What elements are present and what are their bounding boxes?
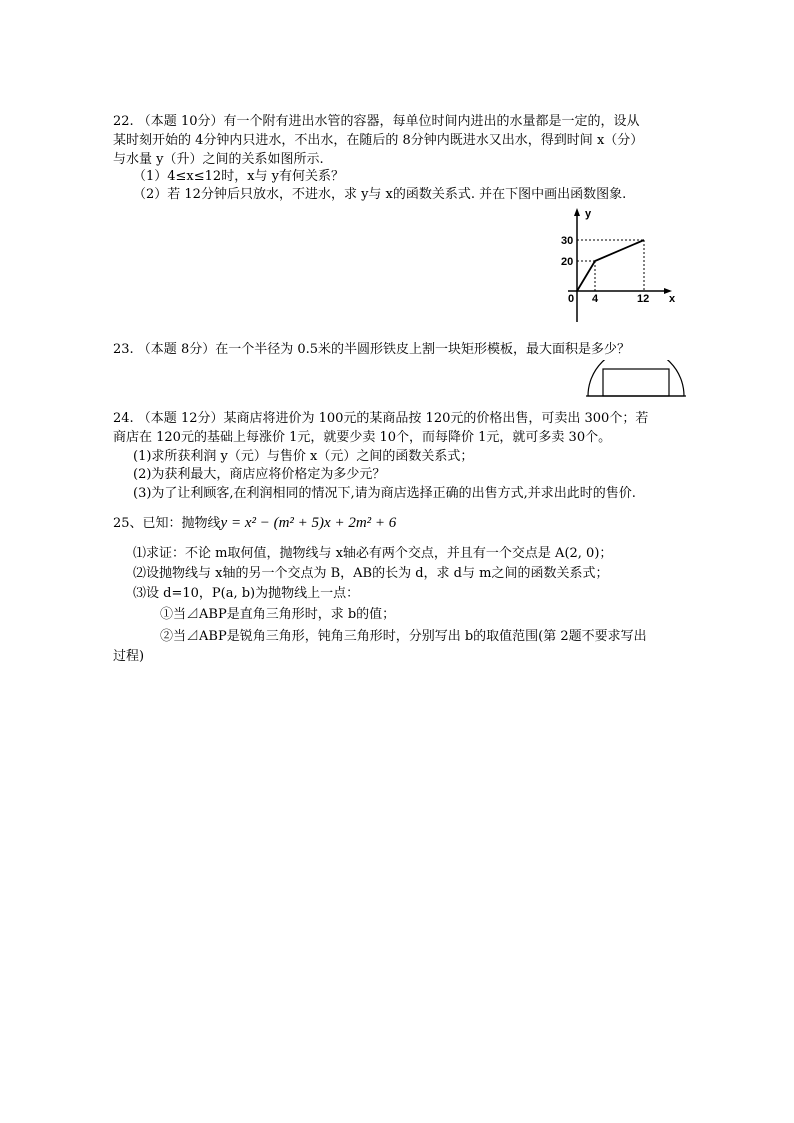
q23-text: 23. （本题 8分）在一个半径为 0.5米的半圆形铁皮上割一块矩形模板，最大面积是多少？ <box>113 342 631 357</box>
ytick-20: 20 <box>561 256 574 268</box>
q22-line-1: 22. （本题 10分）有一个附有进出水管的容器，每单位时间内进出的水量都是一定的，设从 <box>113 114 640 129</box>
q25-part-3b: ②当⊿ABP是锐角三角形，钝角三角形时，分别写出 b的取值范围(第 2题不要求写出 <box>160 629 647 644</box>
q25-part-3: ⑶设 d=10，P(a, b)为抛物线上一点： <box>133 586 360 601</box>
q24-line-1: 24. （本题 12分）某商店将进价为 100元的某商品按 120元的价格出售，可卖出 300个；若 <box>113 411 649 426</box>
q24-part-2: (2)为获利最大，商店应将价格定为多少元？ <box>133 467 386 482</box>
q22-line-3: 与水量 y（升）之间的关系如图所示. <box>113 152 324 167</box>
inscribed-rectangle <box>603 369 669 396</box>
q25-intro-text: 25、已知：抛物线 <box>113 516 221 531</box>
axis-label-x: x <box>669 293 676 305</box>
q24-part-1: (1)求所获利润 y（元）与售价 x（元）之间的函数关系式； <box>133 449 474 464</box>
ytick-30: 30 <box>561 235 574 247</box>
function-line <box>577 240 644 291</box>
xtick-4: 4 <box>592 293 599 305</box>
q25-part-3a: ①当⊿ABP是直角三角形时，求 b的值； <box>160 607 396 622</box>
q22-graph <box>556 204 686 326</box>
q25-part-2: ⑵设抛物线与 x轴的另一个交点为 B，AB的长为 d，求 d与 m之间的函数关系式； <box>133 566 609 581</box>
axis-label-y: y <box>585 208 592 220</box>
q25-part-3b-cont: 过程) <box>113 649 145 664</box>
y-axis-arrow <box>574 208 580 216</box>
q22-line-2: 某时刻开始的 4分钟内只进水，不出水，在随后的 8分钟内既进水又出水，得到时间 x（分） <box>113 133 644 148</box>
q24-part-3: (3)为了让利顾客,在利润相同的情况下,请为商店选择正确的出售方式,并求出此时的售价. <box>133 486 636 501</box>
xtick-12: 12 <box>637 293 650 305</box>
q23-figure <box>586 360 686 398</box>
q25-part-1: ⑴求证：不论 m取何值，抛物线与 x轴必有两个交点，并且有一个交点是 A(2, 0)； <box>133 546 613 561</box>
q24-line-2: 商店在 120元的基础上每涨价 1元，就要少卖 10个，而每降价 1元，就可多卖 30个。 <box>113 430 612 445</box>
q25-intro <box>113 514 396 533</box>
origin-label: 0 <box>568 293 575 305</box>
q25-formula: y = x² − (m² + 5)x + 2m² + 6 <box>220 515 397 531</box>
q22-part-2: （2）若 12分钟后只放水，不进水，求 y与 x的函数关系式. 并在下图中画出函数图象. <box>133 187 627 202</box>
q22-part-1: （1）4≤x≤12时，x与 y有何关系？ <box>133 169 345 184</box>
